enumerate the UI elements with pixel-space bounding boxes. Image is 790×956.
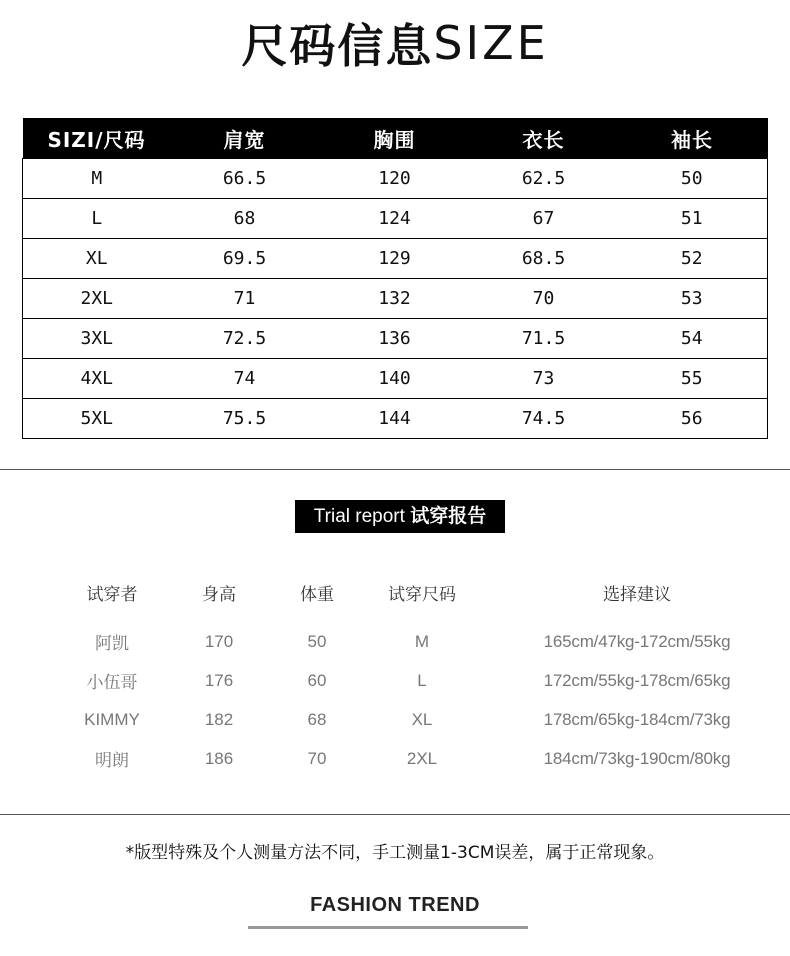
- table-cell: 68: [307, 709, 327, 729]
- table-cell: 70: [471, 279, 617, 319]
- table-cell: 170: [204, 631, 234, 651]
- table-cell: 165cm/47kg-172cm/55kg: [543, 631, 731, 651]
- table-row: [60, 622, 790, 661]
- table-cell: 69.5: [171, 239, 319, 279]
- length-col-header: 衣长: [471, 118, 617, 159]
- table-cell: M: [414, 631, 430, 651]
- table-row: [23, 279, 768, 319]
- table-cell: XL: [23, 239, 171, 279]
- table-cell: 178cm/65kg-184cm/73kg: [543, 709, 731, 729]
- trial-table: [60, 572, 790, 778]
- size-table: [22, 118, 768, 439]
- table-cell: L: [417, 670, 427, 690]
- section-divider: [0, 814, 790, 815]
- table-cell: 74: [171, 359, 319, 399]
- table-cell: 5XL: [23, 399, 171, 439]
- table-row: [23, 319, 768, 359]
- table-cell: M: [23, 159, 171, 199]
- table-row: [23, 199, 768, 239]
- size-col-header: SIZI/尺码: [23, 118, 171, 159]
- table-cell: 小伍哥: [86, 673, 138, 692]
- table-cell: 140: [319, 359, 471, 399]
- table-cell: 68.5: [471, 239, 617, 279]
- table-cell: KIMMY: [84, 709, 140, 729]
- table-cell: 176: [204, 670, 234, 690]
- table-cell: 70: [307, 748, 327, 768]
- table-cell: 186: [204, 748, 234, 768]
- measurement-note: *版型特殊及个人测量方法不同，手工测量1-3CM误差，属于正常现象。: [125, 843, 665, 863]
- table-row: [60, 700, 790, 739]
- table-row: [23, 239, 768, 279]
- table-cell: 54: [617, 319, 768, 359]
- table-cell: 75.5: [171, 399, 319, 439]
- table-cell: 182: [204, 709, 234, 729]
- table-cell: 52: [617, 239, 768, 279]
- table-row: [23, 359, 768, 399]
- table-cell: L: [23, 199, 171, 239]
- advice-col-header: 选择建议: [603, 584, 671, 605]
- table-cell: 53: [617, 279, 768, 319]
- trial-badge-english: Trial report: [313, 506, 405, 527]
- table-cell: 60: [307, 670, 327, 690]
- table-row: [23, 399, 768, 439]
- table-cell: 72.5: [171, 319, 319, 359]
- tester-col-header: 试穿者: [86, 584, 138, 605]
- header-spacer: [60, 612, 164, 622]
- size-table-header: [23, 118, 768, 159]
- trial-size-col-header: 试穿尺码: [388, 584, 456, 605]
- table-cell: 2XL: [406, 748, 438, 768]
- table-cell: 73: [471, 359, 617, 399]
- table-cell: 阿凯: [95, 634, 129, 653]
- table-cell: 132: [319, 279, 471, 319]
- table-cell: 68: [171, 199, 319, 239]
- sleeve-col-header: 袖长: [617, 118, 768, 159]
- table-cell: 明朗: [95, 751, 129, 770]
- table-cell: 55: [617, 359, 768, 399]
- table-cell: 144: [319, 399, 471, 439]
- table-cell: 71.5: [471, 319, 617, 359]
- table-cell: 51: [617, 199, 768, 239]
- table-cell: XL: [411, 709, 433, 729]
- table-cell: 120: [319, 159, 471, 199]
- height-col-header: 身高: [202, 584, 236, 605]
- table-cell: 56: [617, 399, 768, 439]
- table-cell: 136: [319, 319, 471, 359]
- table-cell: 129: [319, 239, 471, 279]
- table-row: [60, 661, 790, 700]
- trial-table-header: [60, 572, 790, 612]
- fashion-underline: [248, 926, 528, 929]
- table-cell: 3XL: [23, 319, 171, 359]
- trial-badge-chinese: 试穿报告: [410, 506, 487, 527]
- table-cell: 66.5: [171, 159, 319, 199]
- table-cell: 50: [617, 159, 768, 199]
- fashion-trend-label: FASHION TREND: [310, 894, 480, 916]
- table-cell: 71: [171, 279, 319, 319]
- table-cell: 50: [307, 631, 327, 651]
- table-cell: 74.5: [471, 399, 617, 439]
- shoulder-col-header: 肩宽: [171, 118, 319, 159]
- table-cell: 67: [471, 199, 617, 239]
- chest-col-header: 胸围: [319, 118, 471, 159]
- table-cell: 124: [319, 199, 471, 239]
- table-row: [23, 159, 768, 199]
- table-cell: 172cm/55kg-178cm/65kg: [543, 670, 731, 690]
- section-divider: [0, 469, 790, 470]
- weight-col-header: 体重: [300, 584, 334, 605]
- title-chinese: 尺码信息: [241, 19, 434, 73]
- page-title: [0, 10, 790, 76]
- table-cell: 2XL: [23, 279, 171, 319]
- table-row: [60, 739, 790, 778]
- table-cell: 62.5: [471, 159, 617, 199]
- trial-report-badge: [295, 500, 505, 533]
- title-english: SIZE: [433, 16, 549, 70]
- table-cell: 4XL: [23, 359, 171, 399]
- table-cell: 184cm/73kg-190cm/80kg: [543, 748, 731, 768]
